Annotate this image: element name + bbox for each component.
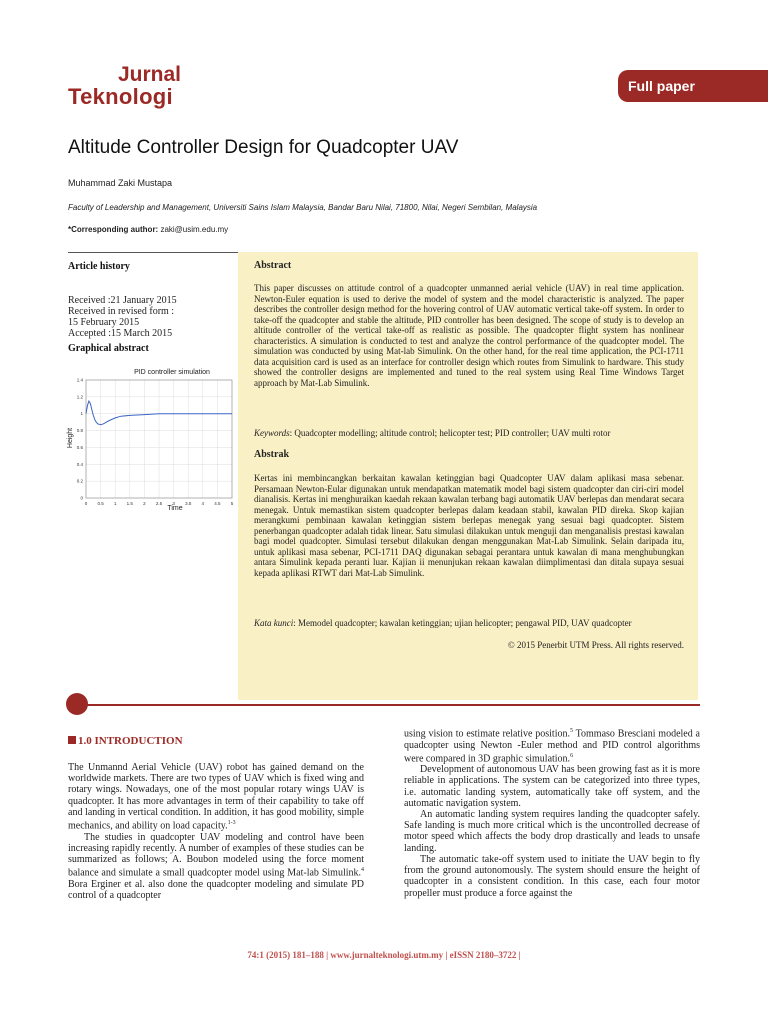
introduction-heading-text: 1.0 INTRODUCTION [78,735,183,747]
x-tick-label: 2 [143,501,146,506]
y-tick-label: 1 [80,411,83,417]
chart-grid [86,380,232,498]
corresponding-author [68,225,228,234]
divider [68,252,238,253]
kata-kunci-text: : Memodel quadcopter; kawalan ketinggian; ujian helicopter; pengawal PID, UAV quadcopter [293,618,632,628]
intro-text: The studies in quadcopter UAV modeling and control have been increasing rapidly recently. A number of examples of these studies can be summarized as follows; A. Boubon modeled using the force moment balance and simulate a small quadcopter model using Mat-lab Simulink. [68,831,364,879]
introduction-heading [68,735,183,747]
citation-ref: 1-3 [227,820,236,827]
y-tick-label: 1.4 [76,377,83,383]
keywords-label: Keywords [254,428,290,438]
chart-title: PID controller simulation [134,369,210,376]
pid-simulation-chart [62,360,238,518]
left-column [68,762,364,901]
history-line: Received :21 January 2015 [68,295,177,306]
x-tick-label: 3 [172,501,175,506]
author-name: Muhammad Zaki Mustapa [68,178,173,188]
intro-text: Bora Erginer et al. also done the quadcopter modeling and simulate PD control of a quadcopter [68,878,364,901]
keywords [254,428,684,439]
x-tick-label: 4 [201,501,205,506]
journal-logo [68,64,181,108]
right-column [404,726,700,899]
kata-kunci-label: Kata kunci [254,618,294,628]
graphical-abstract-heading: Graphical abstract [68,343,149,354]
keywords-text: : Quadcopter modelling; altitude control; helicopter test; PID controller; UAV multi rotor [289,428,611,438]
history-line: Received in revised form : [68,306,175,317]
intro-text: Tommaso Bresciani modeled a quadcopter using Newton -Euler method and PID control algorithms were compared in 3D graphic simulation. [404,728,700,765]
corresponding-email[interactable]: zaki@usim.edu.my [160,225,229,234]
abstrak-heading: Abstrak [254,449,290,460]
kata-kunci [254,618,684,629]
citation-ref: 5 [569,728,573,734]
intro-paragraph [68,762,364,832]
y-tick-label: 0.6 [76,444,83,450]
x-tick-label: 4.5 [214,501,221,506]
history-line: 15 February 2015 [68,317,140,328]
copyright: © 2015 Penerbit UTM Press. All rights reserved. [507,640,684,650]
abstract-heading: Abstract [254,260,292,271]
paper-title: Altitude Controller Design for Quadcopter UAV [68,137,459,158]
intro-text: The Unmannd Aerial Vehicle (UAV) robot has gained demand on the worldwide markets. There are two types of UAV which is fixed wing and rotary wings. Nowadays, one of the most popular rotary wings UAV is quadcopter. It has more advantages in term of their capability to take off and landing in vertical condition. In addition, it has good mobility, simple mechanics, and ability on load capacity. [68,762,364,832]
logo-line-2: Teknologi [68,84,173,109]
y-tick-label: 0.4 [76,461,83,467]
x-tick-label: 3.5 [185,501,192,506]
citation-ref: 4 [361,867,364,874]
intro-paragraph: Development of autonomous UAV has been growing fast as it is more reliable in applications. The system can be categorized into three types, i.e. automatic landing system, automatically take off system, and the automatic navigation system. [404,764,700,809]
citation-ref: 6 [570,752,574,759]
corresponding-label: *Corresponding author: [68,225,159,234]
intro-text: using vision to estimate relative position. [404,728,570,740]
x-tick-label: 2.5 [155,501,163,506]
full-paper-badge: Full paper [618,70,768,102]
abstrak-text: Kertas ini membincangkan berkaitan kawalan ketinggian bagi Quadcopter UAV dalam aplikasi masa sebenar. Persamaan Newton-Eular digunakan untuk mendapatkan matematik model bagi sistem quadcopter dan ciri-ciri model dianalisis. Kertas ini menghuraikan kaedah rekaan kawalan terbang bagi automatik UAV berlepas dan mendarat secara menegak. Untuk memastikan sistem quadcopter berlepas dalam keadaan stabil, kawalan PID direka. Skop kajian merangkumi pembinaan kawalan ketinggian sistem berlepas menegak yang sesuai bagi quadcopter. Sistem penerbangan quadcopter adalah tidak linear. Satu simulasi dilakukan untuk menguji dan menganalisis prestasi kawalan bagi model quadcopter. Simulasi tersebut dilakukan dengan menggunakan Mat-Lab Simulink. Selain daripada itu, untuk aplikasi masa sebenar, PCI-1711 DAQ digunakan sebagai perantara untuk kawalan di mana menghubungkan antara Simulink kepada peranti luar. Kajian ii menunjukan rekaan kawalan diimplimentasi dan ditala supaya sesuai kepada aplikasi RTWT dari Mat-Lab Simulink. [254,473,684,578]
y-tick-label: 0 [80,495,83,501]
y-tick-label: 0.2 [76,478,83,484]
affiliation: Faculty of Leadership and Management, Universiti Sains Islam Malaysia, Bandar Baru Nilai, 71800, Nilai, Negeri Sembilan, Malaysia [68,203,538,212]
logo-line-1: Jurnal [118,63,182,86]
abstract-text: This paper discusses on attitude control of a quadcopter unmanned aerial vehicle (UAV) in real time application. Newton-Euler equation is used to derive the model of system and the model characteristic is analyzed. The paper describes the controller design method for the hovering control of UAV automatic vertical take-off system. In order to take-off the quadcopter and stable the altitude, PID controller has been designed. The scope of study is to develop an altitude controller of the vertical take-off as realistic as possible. The quadcopter flight system has nonlinear characteristics. A simulation is conducted to test and analyze the control performance of the quadcopter model. The simulation was conducted by using Mat-lab Simulink. On the other hand, for the real time application, the PCI-1711 data acquisition card is used as an interface for controller design which routes from Simulink to hardware. This study showed the controller designs are implemented and tuned to the real system using Real Time Windows Target approach by Mat-Lab Simulink. [254,283,684,388]
intro-paragraph: The automatic take-off system used to initiate the UAV begin to fly from the ground autonomously. The system should ensure the height of quadcopter in a consistent condition. In this case, each four motor propeller must produce a force against the [404,853,700,899]
x-tick-label: 0 [84,501,88,506]
article-history [68,295,177,339]
section-divider-bar [68,704,700,706]
y-tick-label: 1.2 [76,394,83,400]
intro-paragraph: An automatic landing system requires landing the quadcopter safely. Safe landing is much more critical which is the uncontrolled decrease of motor speed which affects the body drop drastically and leads to unsafe landing. [404,809,700,854]
chart-xlabel: Time [167,505,183,512]
x-tick-label: 5 [230,501,234,506]
x-tick-label: 1 [113,501,117,506]
heading-square-icon [68,736,76,744]
x-tick-label: 0.5 [97,501,104,506]
chart-ylabel: Height [67,427,74,449]
y-tick-label: 0.8 [76,428,83,434]
x-tick-label: 1.5 [126,501,133,506]
history-line: Accepted :15 March 2015 [68,328,173,339]
abstract-box [238,252,698,700]
intro-paragraph [68,832,364,902]
article-history-heading: Article history [68,261,130,272]
page-footer: 74:1 (2015) 181–188 | www.jurnalteknologi.utm.my | eISSN 2180–3722 | [247,950,521,960]
section-divider-dot [66,693,88,715]
intro-paragraph [404,726,700,764]
